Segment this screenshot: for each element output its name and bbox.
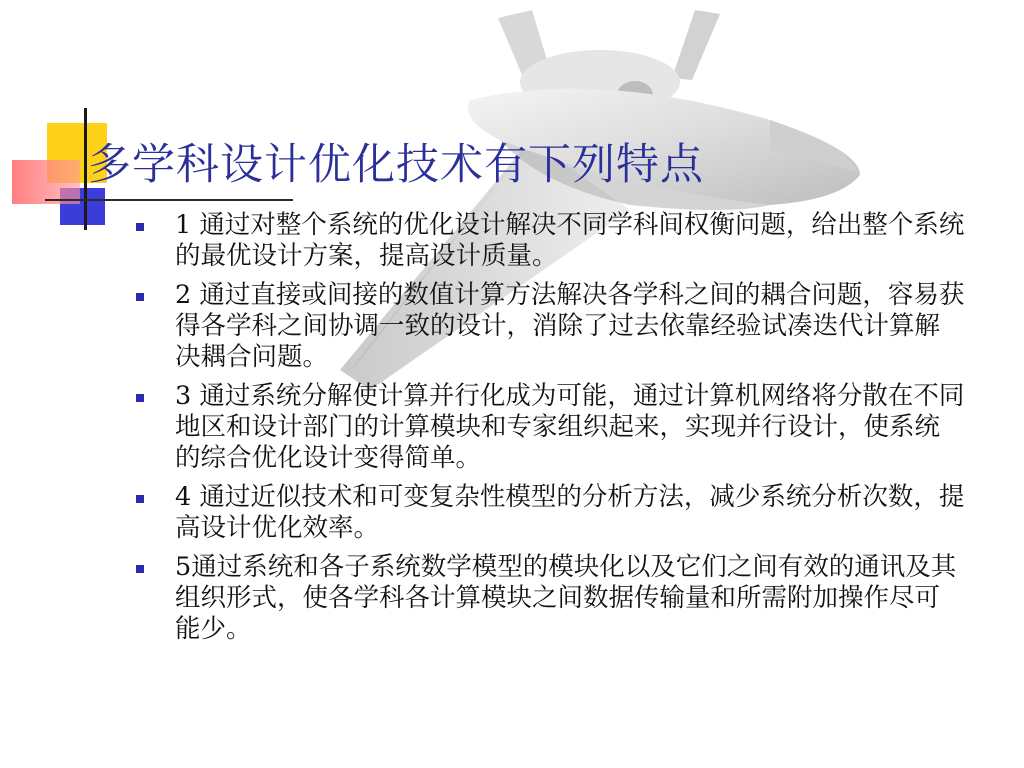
list-item	[130, 280, 965, 373]
list-item	[130, 210, 965, 272]
square-bullet-icon	[136, 223, 144, 231]
square-bullet-icon	[136, 293, 144, 301]
list-item	[130, 482, 965, 544]
square-bullet-icon	[136, 495, 144, 503]
list-item-text: 3 通过系统分解使计算并行化成为可能，通过计算机网络将分散在不同地区和设计部门的计算模块和专家组织起来，实现并行设计，使系统的综合优化设计变得简单。	[175, 381, 965, 473]
slide-title: 多学科设计优化技术有下列特点	[88, 140, 704, 190]
decoration-red-block	[12, 160, 80, 204]
decoration-horizontal-line	[45, 199, 293, 201]
list-item	[130, 381, 965, 474]
list-item	[130, 552, 965, 645]
list-item-text: 2 通过直接或间接的数值计算方法解决各学科之间的耦合问题，容易获得各学科之间协调一致的设计，消除了过去依靠经验试凑迭代计算解决耦合问题。	[175, 280, 965, 372]
bullet-list	[130, 210, 965, 653]
list-item-text: 5通过系统和各子系统数学模型的模块化以及它们之间有效的通讯及其组织形式，使各学科各计算模块之间数据传输量和所需附加操作尽可能少。	[175, 552, 957, 644]
square-bullet-icon	[136, 394, 144, 402]
square-bullet-icon	[136, 565, 144, 573]
decoration-vertical-line	[84, 108, 87, 230]
list-item-text: 1 通过对整个系统的优化设计解决不同学科间权衡问题，给出整个系统的最优设计方案，提高设计质量。	[175, 210, 965, 271]
list-item-text: 4 通过近似技术和可变复杂性模型的分析方法，减少系统分析次数，提高设计优化效率。	[175, 482, 965, 543]
